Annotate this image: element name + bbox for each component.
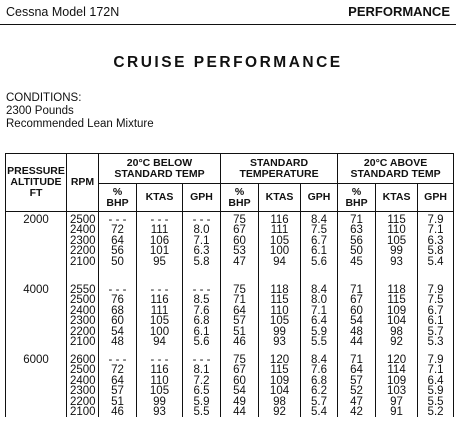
table-cell-value: 6.8 xyxy=(193,315,210,328)
ktas-cell xyxy=(137,352,183,417)
gph-cell xyxy=(301,212,338,283)
ktas-header: KTAS xyxy=(376,184,418,212)
table-cell-value: 56 xyxy=(111,245,124,258)
table-cell-value: 2100 xyxy=(70,406,96,419)
table-cell-value: 8.1 xyxy=(193,364,210,377)
gph-header: GPH xyxy=(301,184,338,212)
section-label: PERFORMANCE xyxy=(348,4,450,19)
table-cell-value: 57 xyxy=(233,315,246,328)
table-cell-value: 50 xyxy=(350,245,363,258)
table-cell-value: 8.5 xyxy=(193,294,210,307)
bhp-header: % BHP xyxy=(221,184,259,212)
table-cell-value: 116 xyxy=(270,214,289,226)
table-cell-value: 99 xyxy=(273,325,286,338)
table-cell-value: 54 xyxy=(350,315,363,328)
table-cell-value: 57 xyxy=(350,374,363,387)
table-cell-value: 99 xyxy=(153,395,166,408)
table-row xyxy=(6,352,454,417)
table-cell-value: 48 xyxy=(350,325,363,338)
ktas-cell xyxy=(259,212,301,283)
page-header xyxy=(0,0,456,25)
table-cell-value: 60 xyxy=(350,304,363,317)
table-cell-value: 6.1 xyxy=(427,315,444,328)
table-cell-value: 57 xyxy=(111,385,124,398)
altitude-cell xyxy=(6,352,67,417)
table-cell-value: 71 xyxy=(233,294,246,307)
table-cell-value: 115 xyxy=(270,364,289,377)
table-cell-value: 56 xyxy=(350,234,363,247)
table-cell-value: 2200 xyxy=(70,395,96,408)
bhp-cell xyxy=(338,212,376,283)
table-cell-value: 44 xyxy=(350,336,363,349)
gph-cell xyxy=(183,352,221,417)
table-cell-value: 104 xyxy=(269,385,290,398)
table-cell-value: - - - xyxy=(108,354,127,366)
gph-cell xyxy=(301,282,338,352)
table-cell-value: 5.6 xyxy=(193,336,210,349)
table-cell-value: 2300 xyxy=(70,385,96,398)
table-cell-value: 93 xyxy=(390,255,403,268)
page-title: CRUISE PERFORMANCE xyxy=(113,54,343,71)
table-cell-value: 42 xyxy=(350,406,363,419)
table-cell-value: 60 xyxy=(233,234,246,247)
bhp-cell xyxy=(99,212,137,283)
gph-cell xyxy=(301,352,338,417)
table-cell-value: 48 xyxy=(111,336,124,349)
bhp-cell xyxy=(338,352,376,417)
table-cell-value: 109 xyxy=(386,374,407,387)
table-cell-value: 7.9 xyxy=(427,354,444,366)
rpm-header: RPM xyxy=(67,154,99,212)
table-cell-value: 5.5 xyxy=(193,406,210,419)
table-cell-value: 72 xyxy=(111,364,124,377)
table-cell-value: 71 xyxy=(350,354,363,366)
table-cell-value: 8.4 xyxy=(311,284,328,296)
table-cell-value: 91 xyxy=(390,406,403,419)
ktas-cell xyxy=(376,282,418,352)
table-cell-value: 5.4 xyxy=(311,406,328,419)
table-cell-value: 63 xyxy=(350,224,363,237)
table-cell-value: - - - xyxy=(192,354,211,366)
table-cell-value: 6.5 xyxy=(193,385,210,398)
table-cell-value: - - - xyxy=(150,354,169,366)
table-cell-value: 105 xyxy=(386,234,407,247)
bhp-cell xyxy=(221,282,259,352)
table-cell-value: 6000 xyxy=(23,354,49,366)
table-cell-value: 109 xyxy=(386,304,407,317)
table-cell-value: 7.6 xyxy=(193,304,210,317)
table-cell-value: 2200 xyxy=(70,245,96,258)
bhp-header: % BHP xyxy=(338,184,376,212)
table-cell-value: 47 xyxy=(233,255,246,268)
group-header-above-std: 20°C ABOVE STANDARD TEMP xyxy=(338,154,454,184)
table-cell-value: 7.2 xyxy=(193,374,210,387)
table-cell-value: 105 xyxy=(149,385,170,398)
table-cell-value: 64 xyxy=(233,304,246,317)
table-cell-value: 2500 xyxy=(70,214,96,226)
gph-header: GPH xyxy=(418,184,454,212)
gph-cell xyxy=(418,212,454,283)
gph-cell xyxy=(418,282,454,352)
rpm-cell xyxy=(67,352,99,417)
table-cell-value: 5.9 xyxy=(311,325,328,338)
table-cell-value: 4000 xyxy=(23,284,49,296)
table-cell-value: 5.5 xyxy=(311,336,328,349)
table-cell-value: 110 xyxy=(270,304,289,317)
table-cell-value: 98 xyxy=(273,395,286,408)
ktas-header: KTAS xyxy=(137,184,183,212)
table-cell-value: 64 xyxy=(350,364,363,377)
table-cell-value: 94 xyxy=(153,336,166,349)
table-cell-value: 92 xyxy=(273,406,286,419)
table-cell-value: 118 xyxy=(270,284,289,296)
table-cell-value: 52 xyxy=(350,385,363,398)
table-cell-value: 7.6 xyxy=(311,364,328,377)
table-row xyxy=(6,282,454,352)
table-cell-value: 5.3 xyxy=(427,336,444,349)
ktas-cell xyxy=(376,212,418,283)
table-cell-value: 92 xyxy=(390,336,403,349)
table-cell-value: 7.1 xyxy=(427,224,444,237)
table-cell-value: 2550 xyxy=(70,284,96,296)
table-cell-value: 67 xyxy=(233,364,246,377)
table-cell-value: 2400 xyxy=(70,374,96,387)
table-cell-value: 8.4 xyxy=(311,354,328,366)
table-cell-value: 44 xyxy=(233,406,246,419)
table-cell-value: 72 xyxy=(111,224,124,237)
table-cell-value: 120 xyxy=(386,354,407,366)
table-cell-value: 8.4 xyxy=(311,214,328,226)
table-cell-value: 54 xyxy=(111,325,124,338)
table-cell-value: 6.8 xyxy=(311,374,328,387)
table-cell-value: 6.2 xyxy=(311,385,328,398)
table-cell-value: 100 xyxy=(269,245,290,258)
table-cell-value: 5.8 xyxy=(427,245,444,258)
ktas-cell xyxy=(137,212,183,283)
table-cell-value: 120 xyxy=(269,354,290,366)
bhp-cell xyxy=(99,282,137,352)
table-cell-value: 100 xyxy=(149,325,170,338)
table-cell-value: 76 xyxy=(111,294,124,307)
table-cell-value: - - - xyxy=(150,214,169,226)
table-cell-value: 8.0 xyxy=(311,294,328,307)
table-cell-value: 111 xyxy=(270,224,289,237)
table-cell-value: 47 xyxy=(350,395,363,408)
table-cell-value: 71 xyxy=(350,284,363,296)
table-cell-value: 95 xyxy=(153,255,166,268)
ktas-cell xyxy=(376,352,418,417)
table-cell-value: 8.0 xyxy=(193,224,210,237)
table-cell-value: 98 xyxy=(390,325,403,338)
table-cell-value: 51 xyxy=(233,325,246,338)
table-cell-value: 46 xyxy=(111,406,124,419)
table-cell-value: 106 xyxy=(149,234,170,247)
table-cell-value: 97 xyxy=(390,395,403,408)
table-cell-value: 75 xyxy=(233,284,246,296)
table-cell-value: 116 xyxy=(150,364,169,377)
table-cell-value: 7.1 xyxy=(311,304,328,317)
table-cell-value: 71 xyxy=(350,214,363,226)
table-cell-value: 51 xyxy=(111,395,124,408)
table-cell-value: 105 xyxy=(149,315,170,328)
table-cell-value: 75 xyxy=(233,214,246,226)
gph-header: GPH xyxy=(183,184,221,212)
table-cell-value: 2100 xyxy=(70,255,96,268)
table-cell-value: 45 xyxy=(350,255,363,268)
table-cell-value: 49 xyxy=(233,395,246,408)
cruise-performance-table xyxy=(5,153,454,417)
table-cell-value: 115 xyxy=(387,294,406,307)
table-cell-value: 2300 xyxy=(70,234,96,247)
table-cell-value: 6.7 xyxy=(427,304,444,317)
table-cell-value: 5.9 xyxy=(193,395,210,408)
table-cell-value: 7.1 xyxy=(193,234,210,247)
table-cell-value: - - - xyxy=(192,214,211,226)
table-cell-value: 116 xyxy=(150,294,169,307)
table-cell-value: 5.5 xyxy=(427,395,444,408)
ktas-cell xyxy=(137,282,183,352)
table-cell-value: 2600 xyxy=(70,354,96,366)
table-row xyxy=(6,212,454,283)
table-cell-value: 2400 xyxy=(70,224,96,237)
table-cell-value: 53 xyxy=(233,245,246,258)
table-cell-value: 101 xyxy=(149,245,170,258)
table-cell-value: 64 xyxy=(111,374,124,387)
table-cell-value: 115 xyxy=(387,214,406,226)
table-cell-value: 50 xyxy=(111,255,124,268)
table-cell-value: 111 xyxy=(150,304,169,317)
gph-cell xyxy=(183,282,221,352)
table-cell-value: 68 xyxy=(111,304,124,317)
table-cell-value: 6.1 xyxy=(193,325,210,338)
table-cell-value: 64 xyxy=(111,234,124,247)
table-cell-value: 6.7 xyxy=(311,234,328,247)
ktas-cell xyxy=(259,282,301,352)
table-cell-value: 5.9 xyxy=(427,385,444,398)
rpm-cell xyxy=(67,212,99,283)
table-cell-value: 46 xyxy=(233,336,246,349)
table-cell-value: 2000 xyxy=(23,214,49,226)
conditions-line: 2300 Pounds xyxy=(6,105,74,117)
table-cell-value: 5.7 xyxy=(427,325,444,338)
table-cell-value: 105 xyxy=(269,234,290,247)
table-cell-value: 2500 xyxy=(70,364,96,377)
table-cell-value: 115 xyxy=(270,294,289,307)
table-cell-value: 7.5 xyxy=(311,224,328,237)
ktas-header: KTAS xyxy=(259,184,301,212)
table-cell-value: 5.7 xyxy=(311,395,328,408)
table-cell-value: 2100 xyxy=(70,336,96,349)
table-cell-value: 67 xyxy=(233,224,246,237)
table-cell-value: 75 xyxy=(233,354,246,366)
table-cell-value: 60 xyxy=(233,374,246,387)
table-body xyxy=(6,212,454,418)
table-cell-value: 109 xyxy=(269,374,290,387)
table-cell-value: 6.1 xyxy=(311,245,328,258)
table-cell-value: 5.2 xyxy=(427,406,444,419)
table-cell-value: 5.8 xyxy=(193,255,210,268)
bhp-cell xyxy=(221,352,259,417)
rpm-cell xyxy=(67,282,99,352)
table-cell-value: 114 xyxy=(387,364,406,377)
table-cell-value: 60 xyxy=(111,315,124,328)
bhp-cell xyxy=(99,352,137,417)
table-cell-value: 6.3 xyxy=(193,245,210,258)
table-cell-value: 110 xyxy=(150,374,169,387)
bhp-cell xyxy=(221,212,259,283)
bhp-header: % BHP xyxy=(99,184,137,212)
table-cell-value: 7.9 xyxy=(427,284,444,296)
table-cell-value: 7.1 xyxy=(427,364,444,377)
table-cell-value: 103 xyxy=(386,385,407,398)
table-cell-value: 2300 xyxy=(70,315,96,328)
conditions-line: Recommended Lean Mixture xyxy=(6,118,154,130)
table-cell-value: 7.9 xyxy=(427,214,444,226)
conditions-label: CONDITIONS: xyxy=(6,92,82,104)
gph-cell xyxy=(183,212,221,283)
table-cell-value: 54 xyxy=(233,385,246,398)
model-label: Cessna Model 172N xyxy=(6,5,120,19)
table-cell-value: 67 xyxy=(350,294,363,307)
table-cell-value: 6.4 xyxy=(427,374,444,387)
pressure-altitude-header: PRESSURE ALTITUDE FT xyxy=(6,154,67,212)
bhp-cell xyxy=(338,282,376,352)
table-cell-value: 94 xyxy=(273,255,286,268)
table-cell-value: 93 xyxy=(153,406,166,419)
table-cell-value: 2400 xyxy=(70,304,96,317)
table-cell-value: - - - xyxy=(108,214,127,226)
table-cell-value: - - - xyxy=(150,284,169,296)
altitude-cell xyxy=(6,212,67,283)
group-header-std: STANDARD TEMPERATURE xyxy=(221,154,338,184)
table-cell-value: 2200 xyxy=(70,325,96,338)
table-cell-value: 5.4 xyxy=(427,255,444,268)
conditions-block xyxy=(6,92,154,131)
group-header-below-std: 20°C BELOW STANDARD TEMP xyxy=(99,154,221,184)
table-cell-value: 6.4 xyxy=(311,315,328,328)
table-cell-value: - - - xyxy=(108,284,127,296)
table-cell-value: 105 xyxy=(269,315,290,328)
table-cell-value: 104 xyxy=(386,315,407,328)
table-cell-value: 118 xyxy=(387,284,406,296)
table-cell-value: - - - xyxy=(192,284,211,296)
table-cell-value: 6.3 xyxy=(427,234,444,247)
table-cell-value: 110 xyxy=(387,224,406,237)
table-cell-value: 2500 xyxy=(70,294,96,307)
table-cell-value: 93 xyxy=(273,336,286,349)
table-cell-value: 99 xyxy=(390,245,403,258)
gph-cell xyxy=(418,352,454,417)
table-cell-value: 111 xyxy=(150,224,169,237)
table-cell-value: 5.6 xyxy=(311,255,328,268)
ktas-cell xyxy=(259,352,301,417)
altitude-cell xyxy=(6,282,67,352)
table-cell-value: 7.5 xyxy=(427,294,444,307)
